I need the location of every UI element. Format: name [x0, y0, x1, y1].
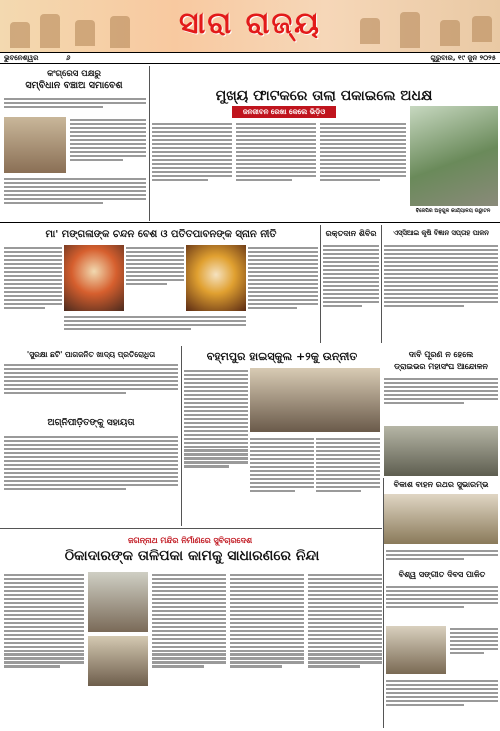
- headline-congress-1: କଂଗ୍ରେସ ପକ୍ଷରୁ: [47, 69, 101, 79]
- temple-photo: [88, 572, 148, 632]
- music-event-photo: [386, 626, 446, 674]
- article-body: [236, 121, 316, 217]
- kicker-jagannath: ଜଗନ୍ନାଥ ମନ୍ଦିର ନିର୍ମାଣରେ ସୁବିଚାରଦେଶ: [127, 536, 253, 545]
- group-photo: [384, 426, 498, 476]
- headline-dabi-2: ଡ୍ରାଇଭର ମହାସଂଘ ଆନ୍ଦୋଳନ: [394, 362, 488, 371]
- article-body: [4, 176, 146, 218]
- article-body: [386, 584, 498, 624]
- headline-berhampur: ବହ୍ମପୁର ହାଇସ୍କୁଲ +୨କୁ ଉନ୍ନୀତ: [206, 350, 358, 363]
- temple-illustration: [440, 20, 460, 46]
- photo-caption: ବିଜେପିର ଅନୁଗୁଳ କାର୍ଯ୍ୟାଳୟ ଉଦ୍ଘାଟନ: [415, 208, 491, 214]
- column-divider: [381, 225, 382, 343]
- article-body: [308, 572, 382, 722]
- article-body: [386, 678, 498, 724]
- building-photo: [410, 106, 498, 206]
- headline-rakta: ରକ୍ତଦାନ ଶିବିର: [325, 229, 377, 238]
- article-body: [384, 376, 498, 422]
- deity-photo: [64, 245, 124, 311]
- article-body: [316, 436, 380, 524]
- van-photo: [384, 494, 498, 544]
- temple-illustration: [472, 16, 492, 42]
- article-body: [323, 243, 379, 343]
- school-event-photo: [250, 368, 380, 432]
- construction-photo: [88, 636, 148, 686]
- article-body: [4, 245, 62, 343]
- article-body: [4, 362, 178, 418]
- headline-tag: ଜନଜୀବନ ରେଖା କେଲେ ଭିଡ଼ିଓ: [232, 106, 336, 118]
- headline-main: ମୁଖ୍ୟ ଫାଟକରେ ତାଲା ପକାଇଲେ ଅଧକ୍ଷ: [215, 88, 433, 104]
- article-body: [152, 572, 226, 722]
- deity-photo: [186, 245, 246, 311]
- article-body: [64, 314, 246, 344]
- temple-illustration: [40, 14, 60, 48]
- headline-jagannath: ଠିକାଦାରଙ୍କ ତାଳିପକା କାମକୁ ସାଧାରଣରେ ନିନ୍ଦା: [64, 548, 320, 564]
- column-divider: [181, 346, 182, 526]
- masthead: [0, 0, 500, 52]
- article-photo: [4, 117, 66, 173]
- article-body: [248, 245, 318, 343]
- article-body: [4, 572, 84, 722]
- article-body: [152, 121, 232, 217]
- date-bar: [0, 52, 500, 64]
- article-body: [386, 548, 498, 568]
- page-number: ୬: [66, 54, 71, 62]
- article-body: [450, 626, 498, 674]
- article-body: [184, 368, 248, 523]
- article-body: [320, 121, 406, 217]
- date-label: ଗୁରୁବାର, ୧୯ ଜୁନ ୨୦୨୫: [430, 54, 496, 62]
- headline-congress-2: ସମ୍ବିଧାନ ବଞ୍ଚାଅ ସମାବେଶ: [25, 80, 123, 91]
- section-divider: [0, 528, 382, 529]
- article-body: [4, 434, 178, 524]
- temple-illustration: [10, 22, 30, 48]
- page-title: ସାରା ରାଜ୍ୟ: [178, 6, 322, 41]
- article-body: [250, 436, 314, 524]
- headline-biswas: ବିଶ୍ୱ ସଙ୍ଗୀତ ଦିବସ ପାଳିତ: [398, 570, 486, 579]
- article-body: [384, 243, 498, 343]
- temple-illustration: [360, 18, 380, 44]
- temple-illustration: [110, 16, 130, 48]
- temple-illustration: [400, 12, 420, 48]
- temple-illustration: [75, 20, 95, 46]
- article-body: [230, 572, 304, 722]
- headline-sebashram: ଏସ୍‌ସିଆଇ କୃଷି ବିଜ୍ଞାନ ସପ୍ତାହ ପାଳନ: [393, 229, 489, 237]
- article-body: [126, 245, 184, 307]
- headline-bikas: ବିକାଶ ବାହନ ରଥର ସୁଭାରମ୍ଭ: [393, 480, 489, 489]
- headline-agni: ଅଗ୍ନିପୀଡ଼ିତଙ୍କୁ ସହାୟତା: [47, 418, 135, 428]
- article-body: [4, 96, 146, 114]
- headline-dabi-1: ଦାବି ପୂରଣ ନ ହେଲେ: [408, 350, 474, 359]
- headline-mangala: ମା' ମଙ୍ଗଳାଙ୍କ ଚନ୍ଦନ ବେଶ ଓ ପତିତପାବନଙ୍କ ସ୍ନାନ ନୀତି: [45, 229, 277, 240]
- column-divider: [383, 478, 384, 728]
- headline-suraksha: 'ସୁରକ୍ଷା ଛଟି' ପାଗଜନିତ ଖାଦ୍ୟ ପ୍ରତିରୋଧିତା: [26, 350, 156, 359]
- edition-label: ଭୁବନେଶ୍ୱର: [4, 54, 39, 62]
- section-divider: [0, 222, 500, 223]
- column-divider: [320, 225, 321, 343]
